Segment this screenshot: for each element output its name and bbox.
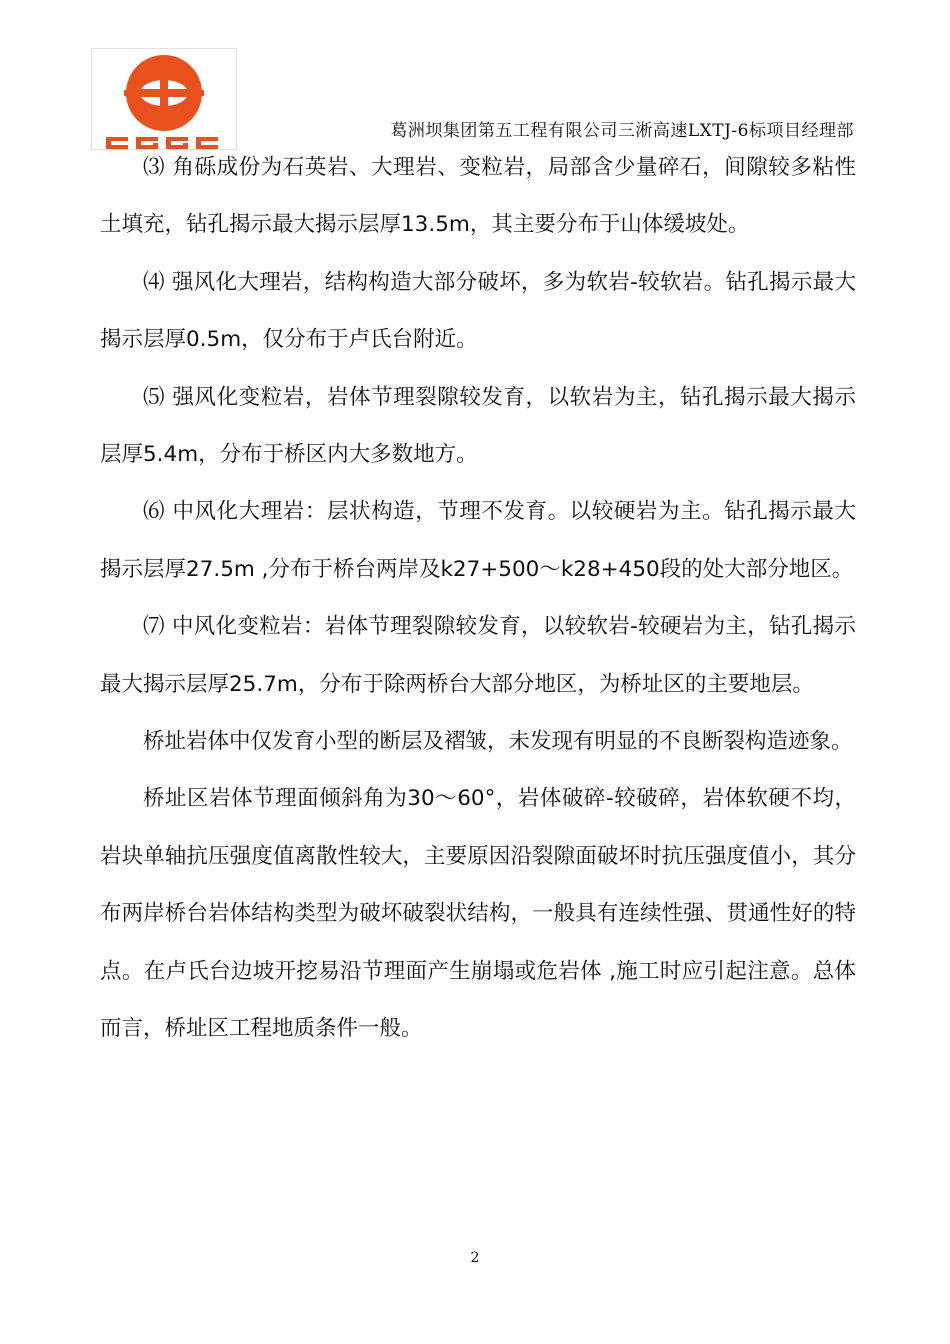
paragraph-5-strongly-weathered-granulite: ⑸ 强风化变粒岩，岩体节理裂隙较发育，以软岩为主，钻孔揭示最大揭示层厚5.4m，分布于桥区内大多数地方。 [100, 384, 856, 468]
paragraph-faults-folds: 桥址岩体中仅发育小型的断层及褶皱，未发现有明显的不良断裂构造迹象。 [143, 729, 853, 755]
paragraph-3-breccia: ⑶ 角砾成份为石英岩、大理岩、变粒岩，局部含少量碎石，间隙较多粘性土填充，钻孔揭示最大揭示层厚13.5m，其主要分布于山体缓坡处。 [100, 155, 856, 238]
company-logo [91, 48, 237, 150]
paragraph-7-moderately-weathered-granulite: ⑺ 中风化变粒岩：岩体节理裂隙较发育，以较软岩-较硬岩为主，钻孔揭示最大揭示层厚25.7m，分布于除两桥台大部分地区，为桥址区的主要地层。 [100, 614, 856, 697]
paragraph-joint-summary: 桥址区岩体节理面倾斜角为30～60°，岩体破碎-较破碎，岩体软硬不均，岩块单轴抗压强度值离散性较大，主要原因沿裂隙面破坏时抗压强度值小，其分布两岸桥台岩体结构类型为破坏破裂状结构，一般具有连续性强、贯通性好的特点。在卢氏台边坡开挖易沿节理面产生崩塌或危岩体 ,施工时应引起注意。总体而言，桥址区工程地质条件一般。 [100, 786, 856, 1042]
paragraph-6-moderately-weathered-marble: ⑹ 中风化大理岩：层状构造，节理不发育。以较硬岩为主。钻孔揭示最大揭示层厚27.5m ,分布于桥台两岸及k27+500～k28+450段的处大部分地区。 [100, 499, 856, 582]
header-organization: 葛洲坝集团第五工程有限公司三淅高速LXTJ-6标项目经理部 [390, 121, 854, 141]
document-body [100, 139, 856, 1058]
cggc-logo-icon [92, 49, 236, 149]
page-number: 2 [470, 1250, 480, 1266]
paragraph-4-strongly-weathered-marble: ⑷ 强风化大理岩，结构构造大部分破坏，多为软岩-较软岩。钻孔揭示最大揭示层厚0.5m，仅分布于卢氏台附近。 [100, 269, 856, 353]
